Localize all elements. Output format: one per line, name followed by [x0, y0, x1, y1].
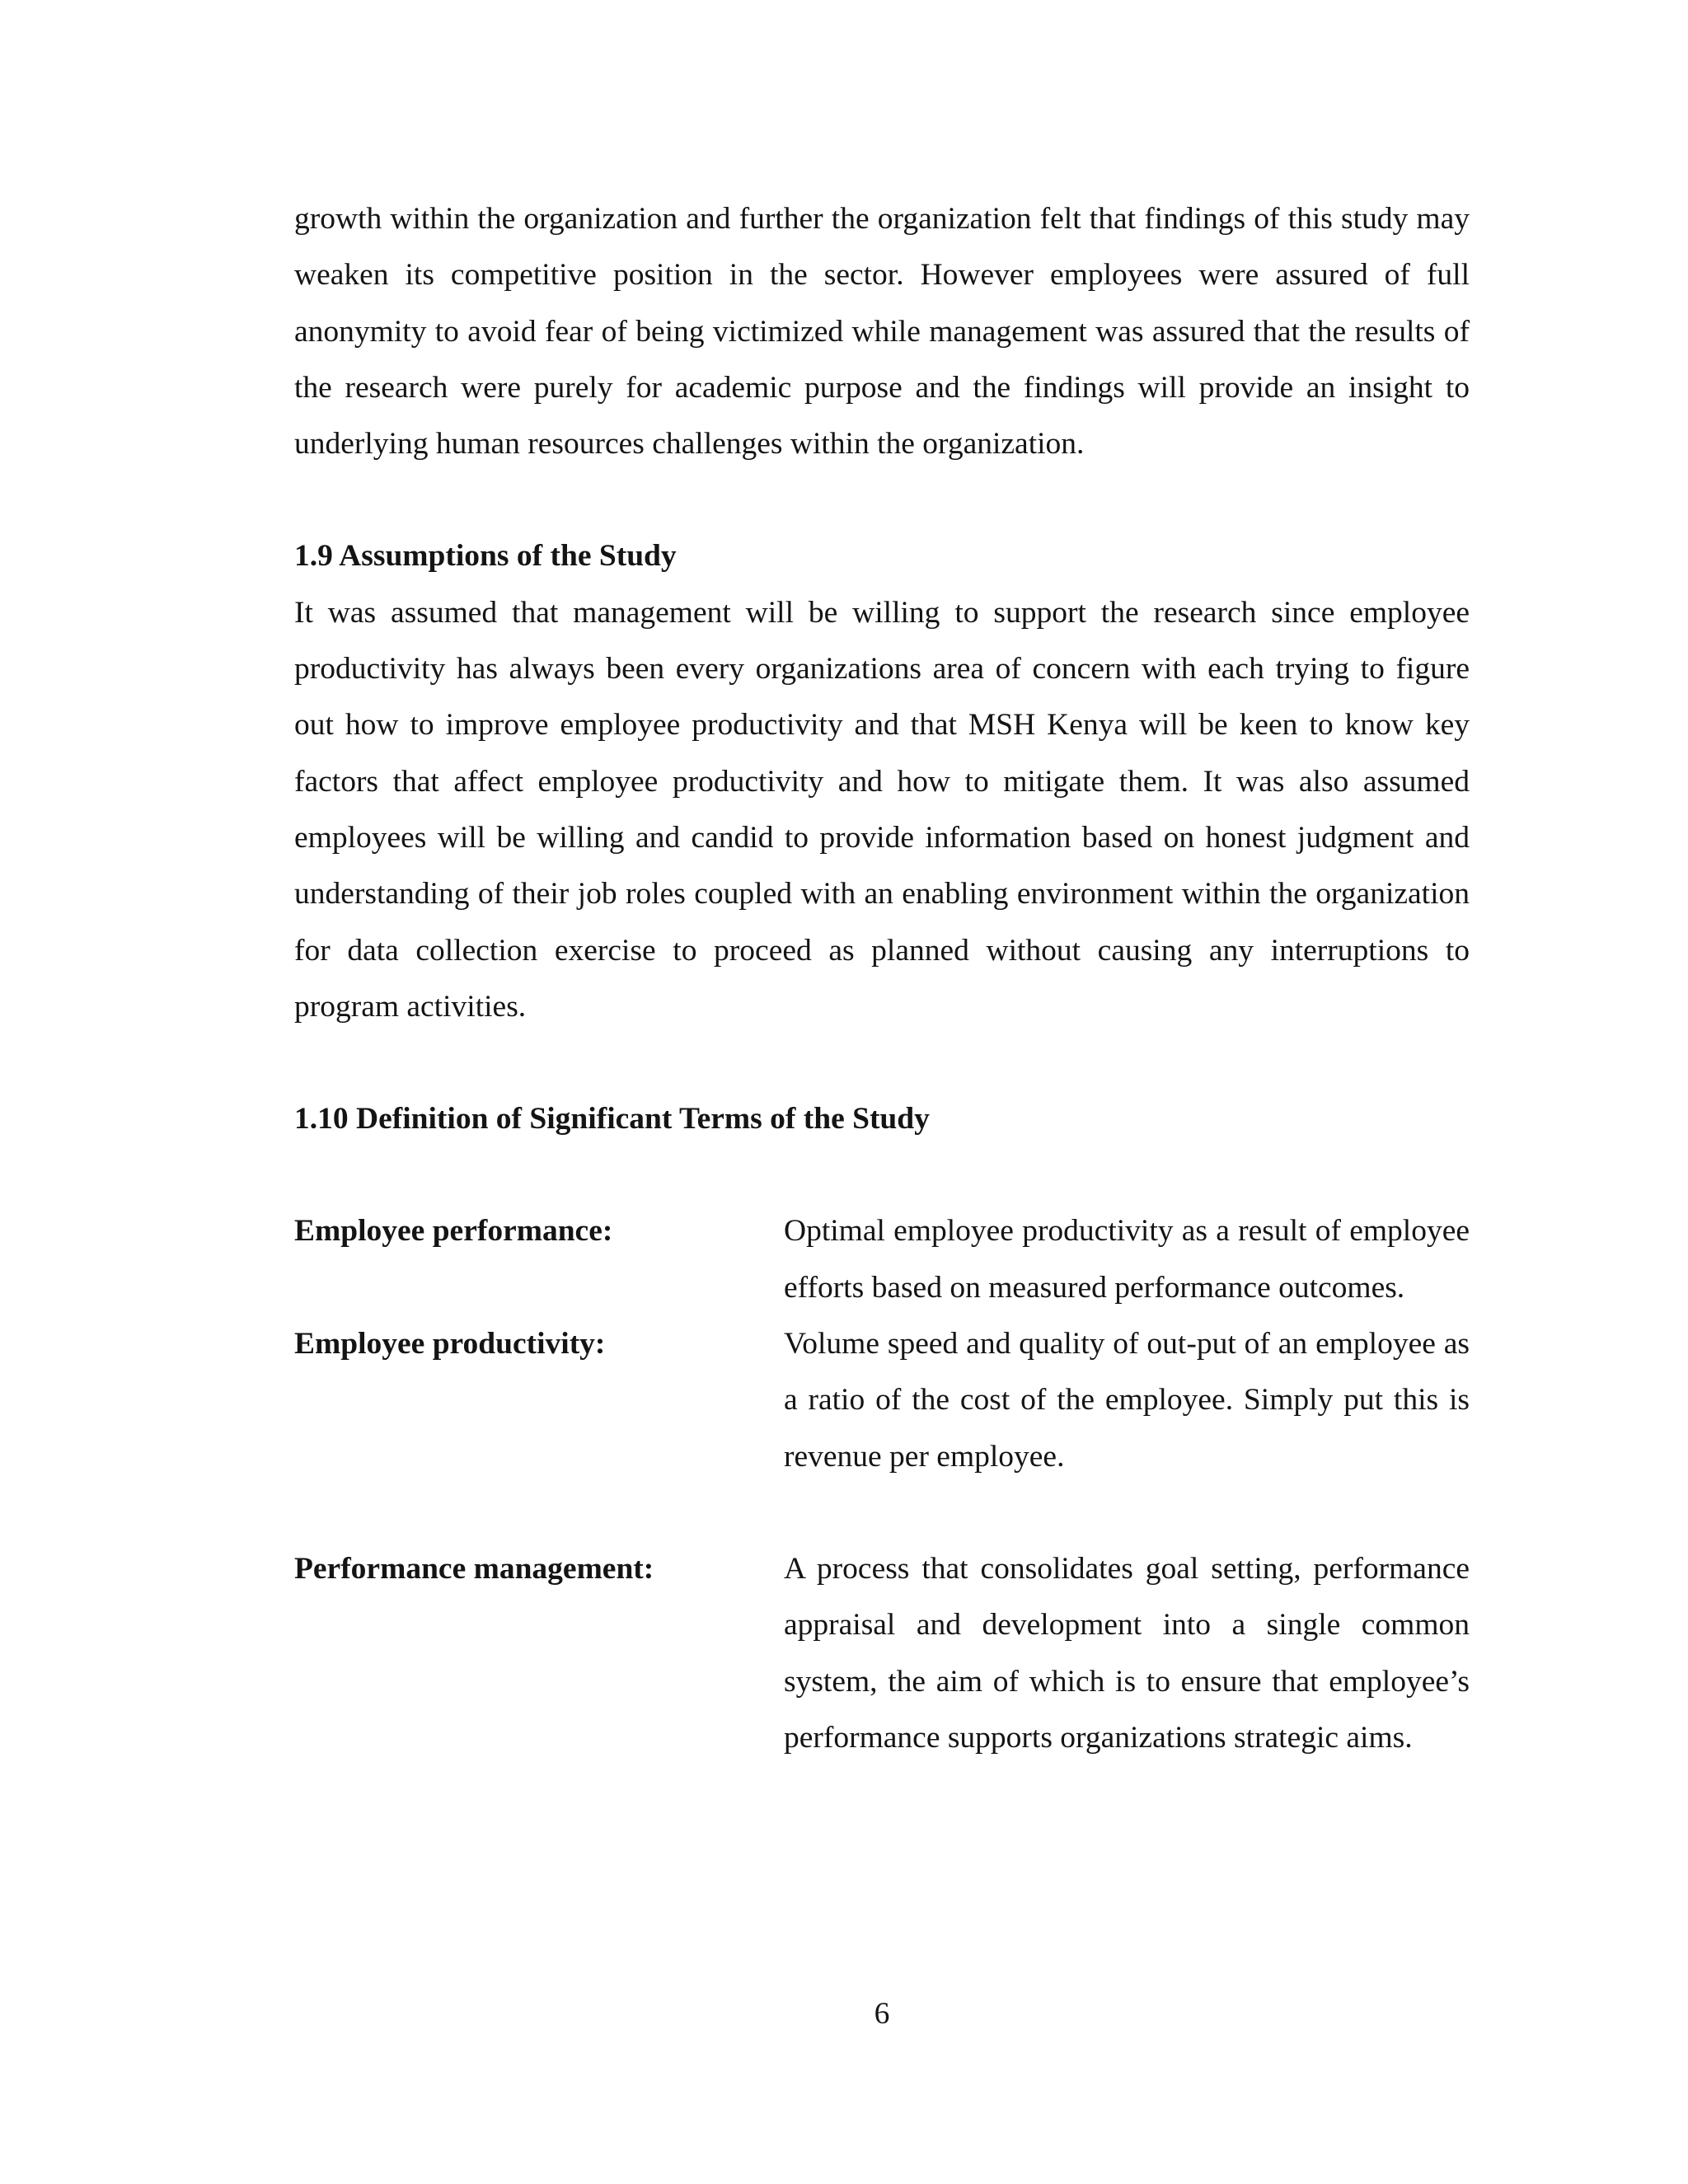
document-page [294, 191, 1470, 1766]
definition-term: Employee productivity: [294, 1327, 606, 1361]
definition-text: A process that consolidates goal setting, performance appraisal and development into a single common system, the aim of which is to ensure that employee’s performance supports organizations strategic aims. [784, 1551, 1470, 1755]
definition-term: Employee performance: [294, 1214, 613, 1249]
definitions-heading: 1.10 Definition of Significant Terms of the Study [294, 1102, 930, 1137]
definition-row-employee-performance [294, 1203, 1470, 1316]
page-number: 6 [874, 1997, 890, 2031]
definitions-list [294, 1203, 1470, 1766]
assumptions-heading: 1.9 Assumptions of the Study [294, 539, 677, 574]
definition-text: Volume speed and quality of out-put of an employee as a ratio of the cost of the employee. Simply put this is revenue per employee. [784, 1327, 1470, 1474]
definition-text: Optimal employee productivity as a result of employee efforts based on measured performance outcomes. [784, 1214, 1470, 1305]
assumptions-paragraph: It was assumed that management will be willing to support the research since employee productivity has always been every organizations area of concern with each trying to figure out how to improve employee productivity and that MSH Kenya will be keen to know key factors that affect employee productivity and how to mitigate them. It was also assumed employees will be willing and candid to provide information based on honest judgment and understanding of their job roles coupled with an enabling environment within the organization for data collection exercise to proceed as planned without causing any interruptions to program activities. [294, 595, 1470, 1024]
definition-row-performance-management [294, 1541, 1470, 1766]
continuation-paragraph: growth within the organization and further the organization felt that findings of this study may weaken its competitive position in the sector. However employees were assured of full anonymity to avoid fear of being victimized while management was assured that the results of the research were purely for academic purpose and the findings will provide an insight to underlying human resources challenges within the organization. [294, 202, 1470, 462]
definition-term: Performance management: [294, 1551, 654, 1586]
definition-row-employee-productivity [294, 1316, 1470, 1485]
